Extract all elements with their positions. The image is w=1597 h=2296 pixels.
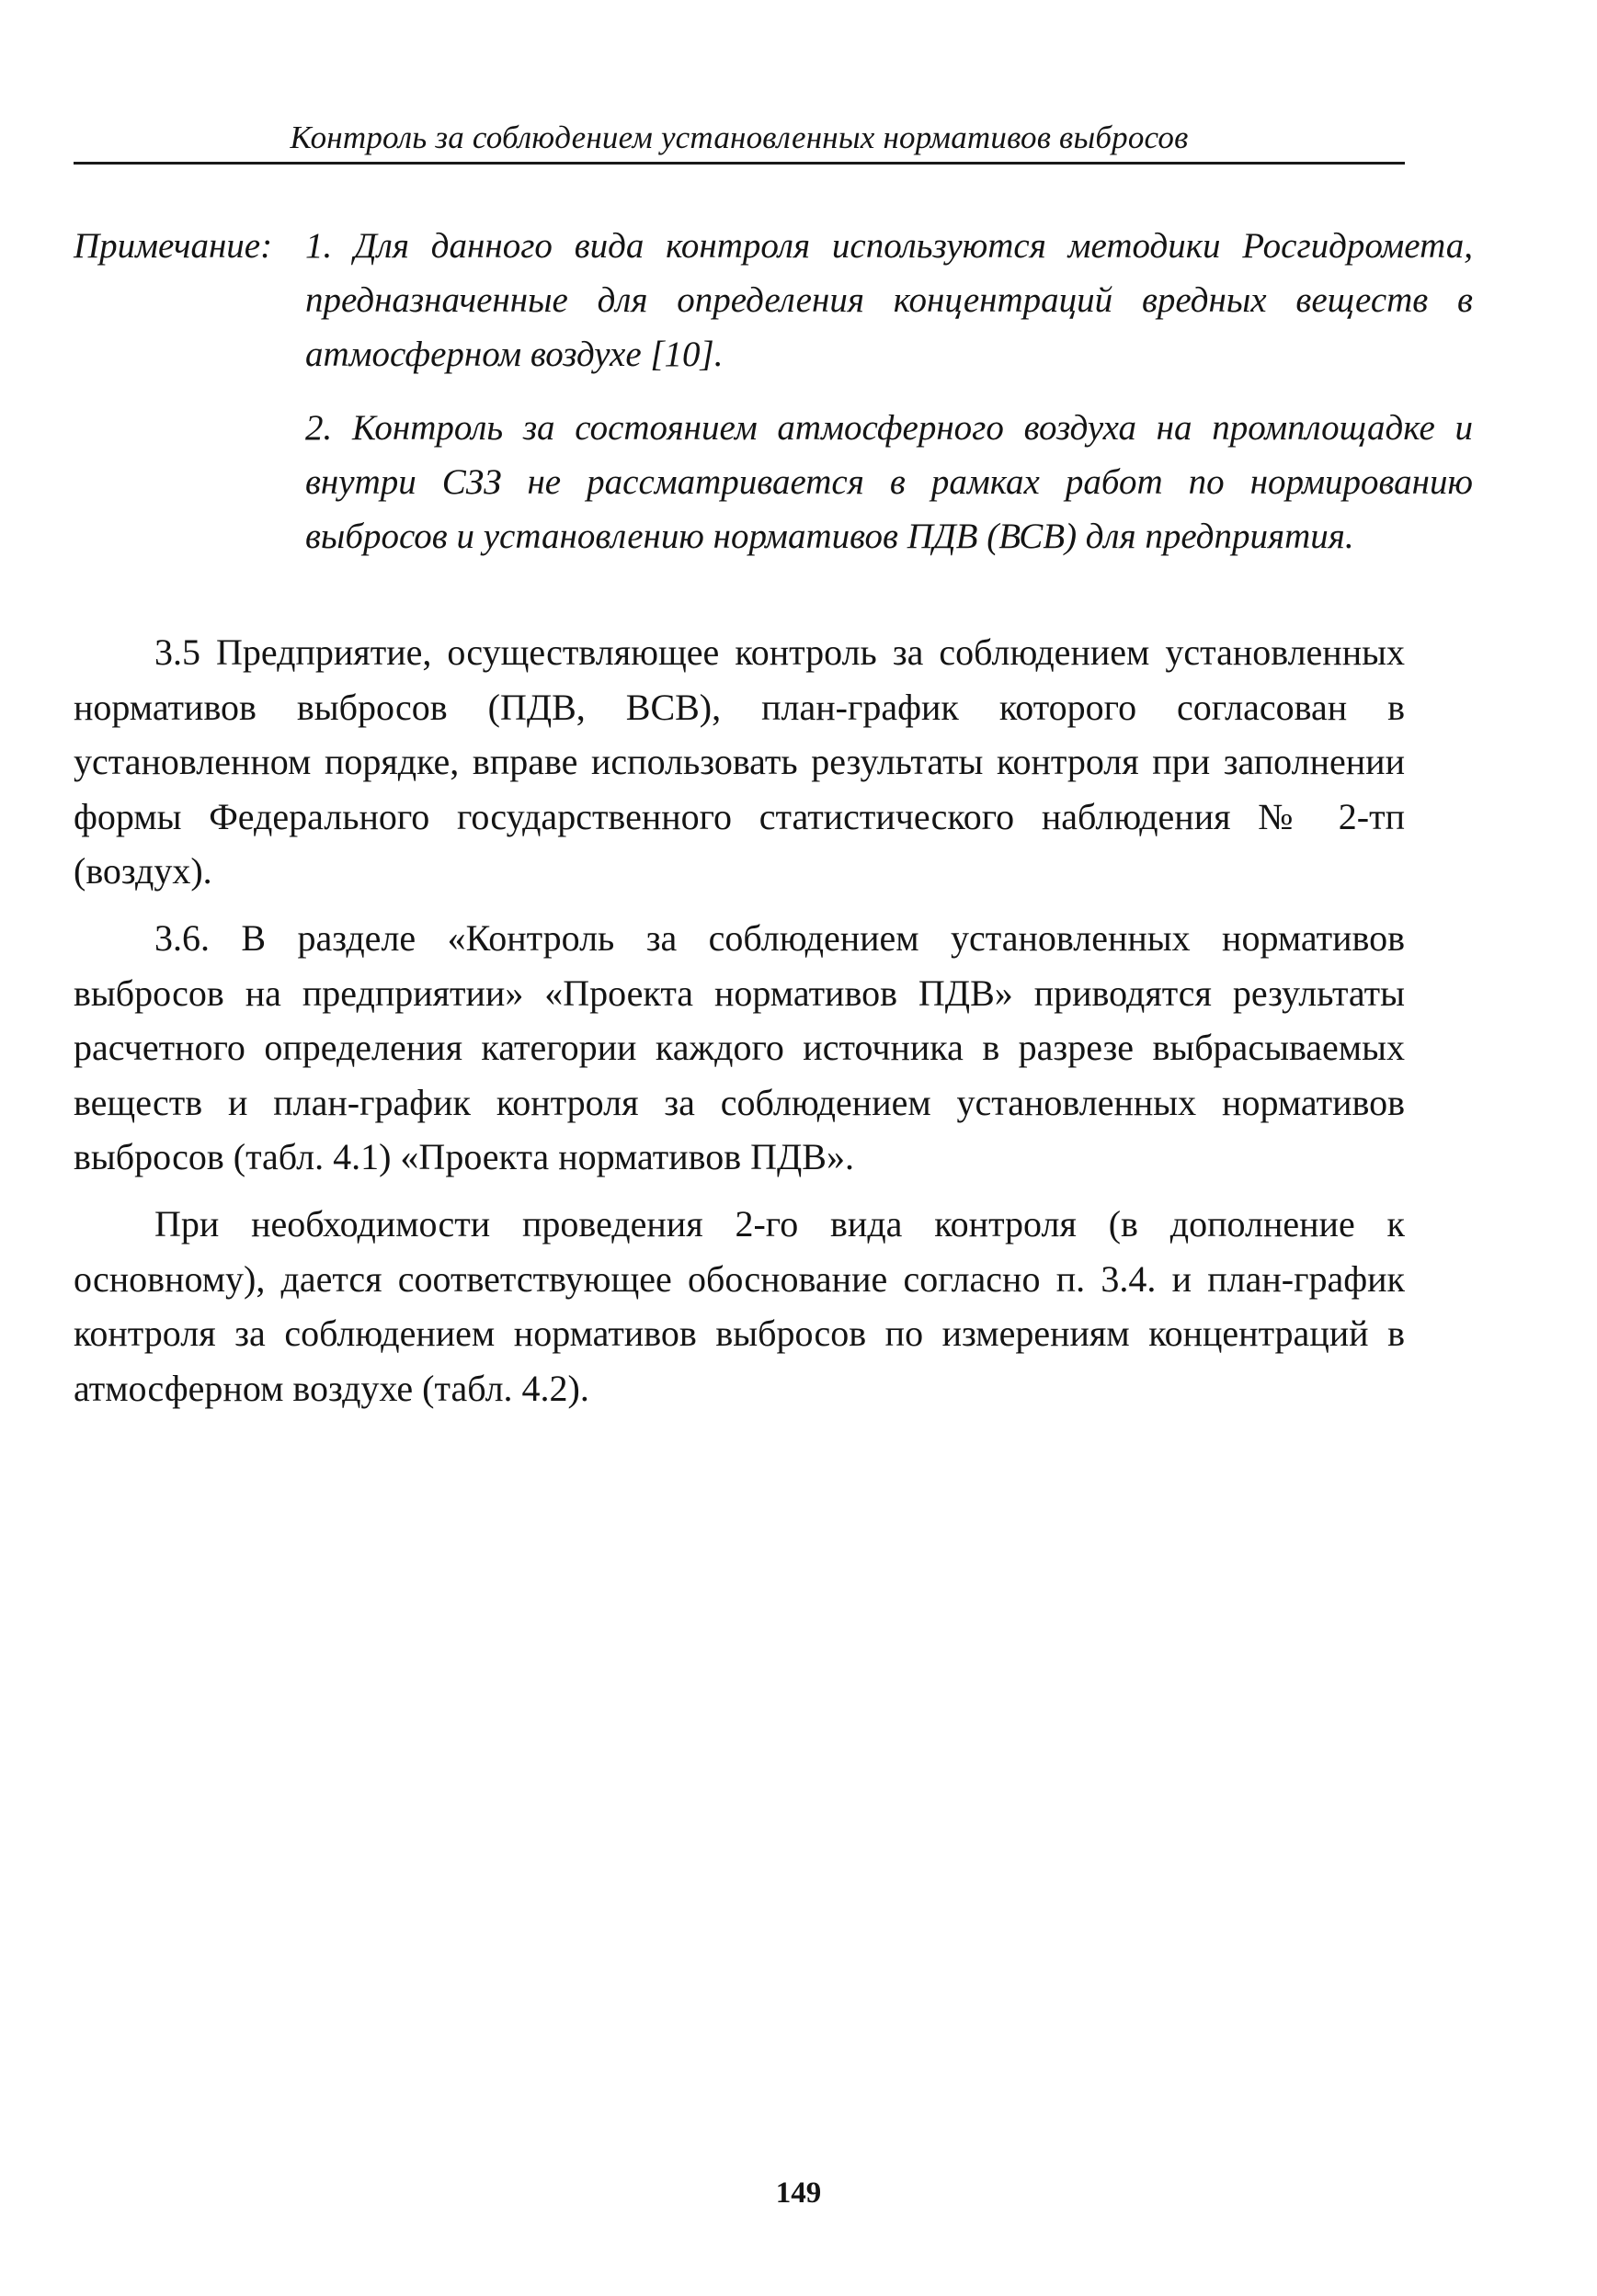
note-label: Примечание:	[74, 226, 273, 266]
note-item-2: 2. Контроль за состоянием атмосферного воздуха на промплощадке и внутри СЗЗ не рассматривается в рамках работ по нормированию выбросов и установлению нормативов ПДВ (ВСВ) для предприятия.	[305, 408, 1473, 556]
paragraph-3-5: 3.5 Предприятие, осуществляющее контроль за соблюдением установленных нормативов выбросов (ПДВ, ВСВ), план-график которого согласован в установленном порядке, вправе использовать результаты контроля при заполнении формы Федерального государственного статистического наблюдения № 2-тп (воздух).	[74, 631, 1405, 892]
page-number: 149	[775, 2177, 822, 2210]
header-rule	[74, 162, 1405, 165]
running-header: Контроль за соблюдением установленных нормативов выбросов	[290, 119, 1189, 155]
note-item-1: 1. Для данного вида контроля используются методики Росгидромета, предназначенные для определения концентраций вредных веществ в атмосферном воздухе [10].	[305, 226, 1473, 374]
paragraph-3-6: 3.6. В разделе «Контроль за соблюдением установленных нормативов выбросов на предприятии» «Проекта нормативов ПДВ» приводятся результаты расчетного определения категории каждого источника в разрезе выбрасываемых веществ и план-график контроля за соблюдением установленных нормативов выбросов (табл. 4.1) «Проекта нормативов ПДВ».	[74, 917, 1405, 1177]
paragraph-second-control: При необходимости проведения 2-го вида контроля (в дополнение к основному), дается соответствующее обоснование согласно п. 3.4. и план-график контроля за соблюдением нормативов выбросов по измерениям концентраций в атмосферном воздухе (табл. 4.2).	[74, 1203, 1405, 1409]
